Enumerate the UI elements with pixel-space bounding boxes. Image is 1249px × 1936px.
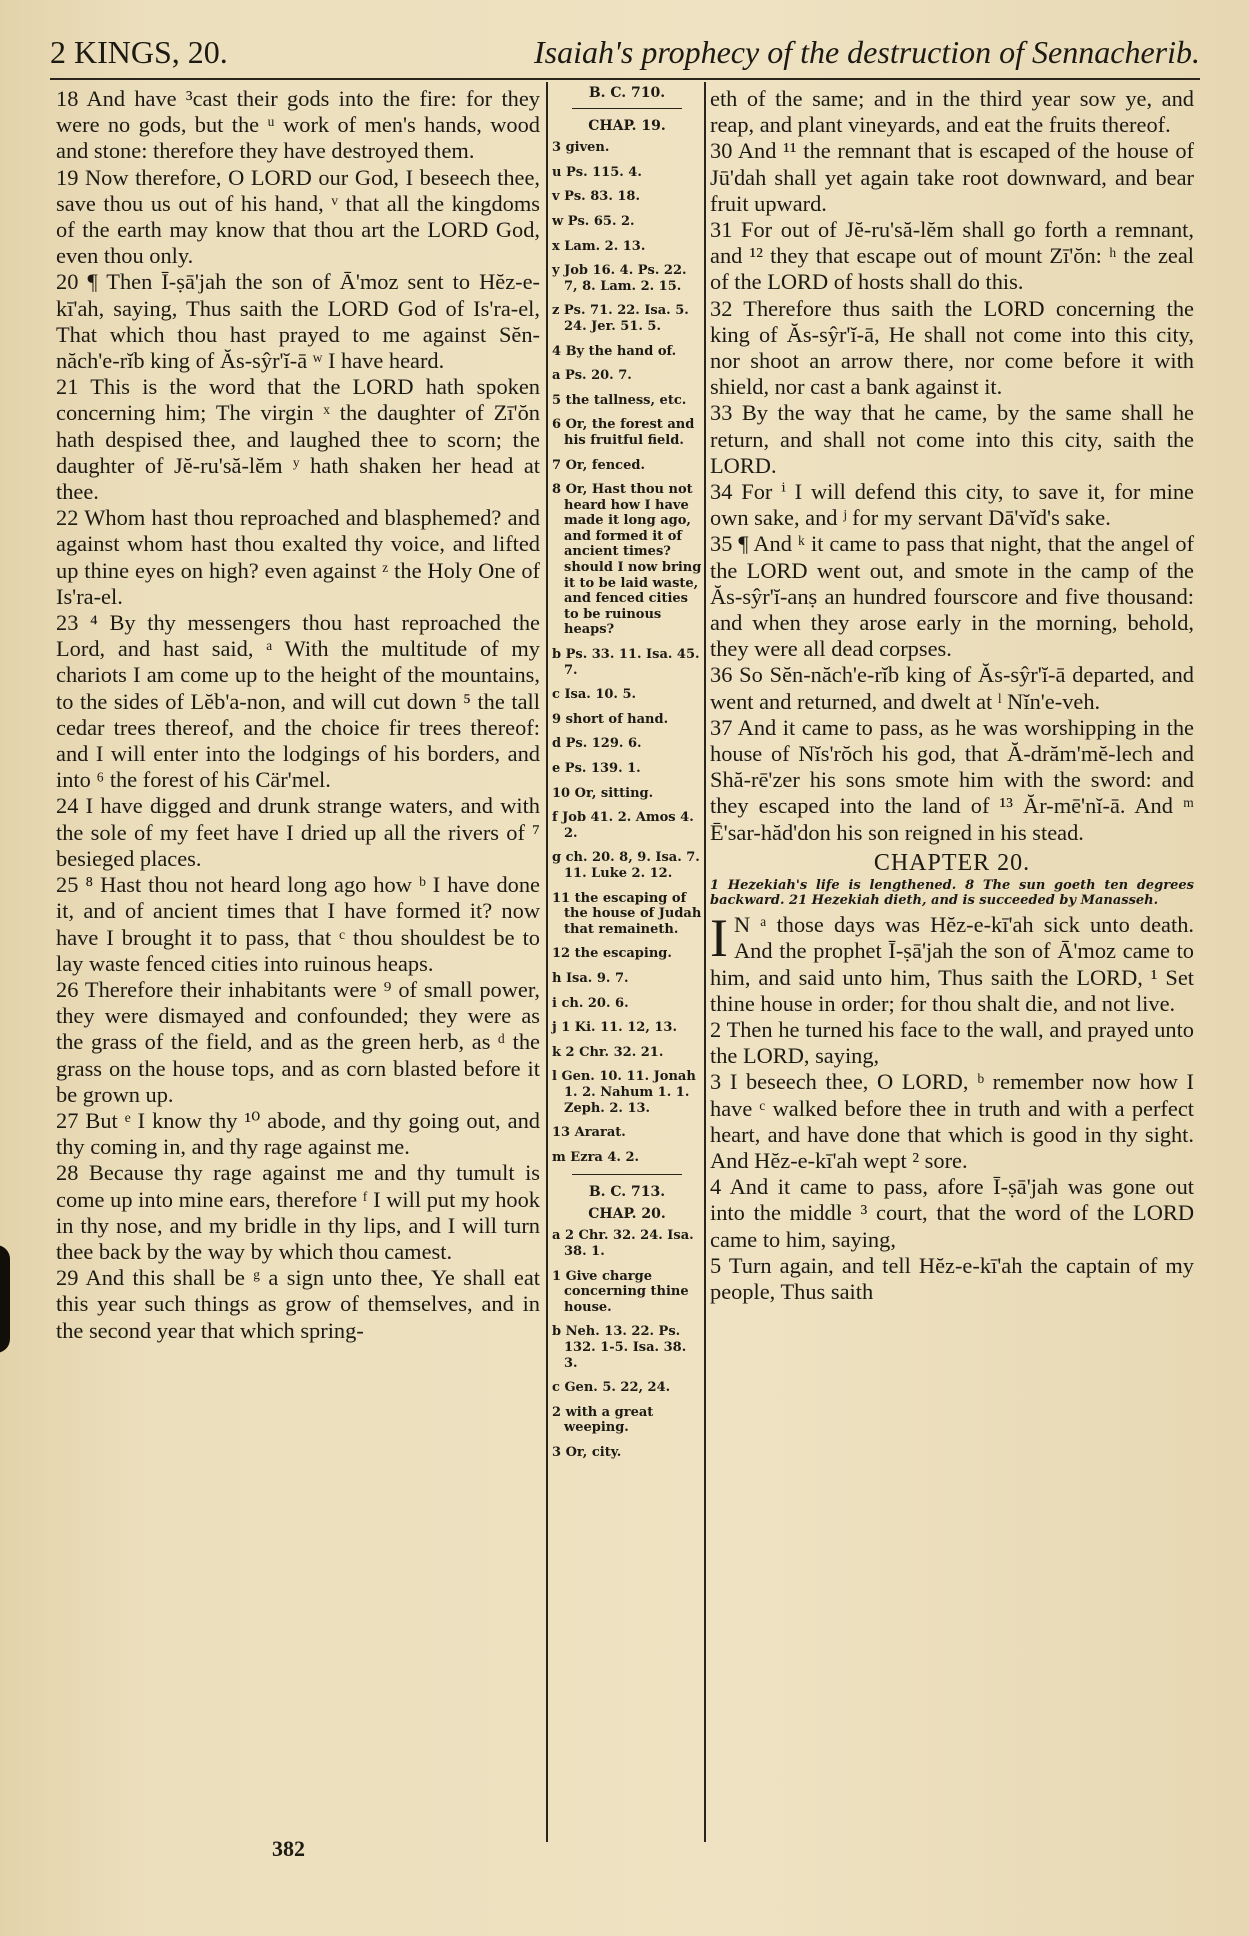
verse: 30 And ¹¹ the remnant that is escaped of the house of Jū'dah shall yet again take root downward, and bear fruit upward. [710, 138, 1194, 216]
margin-note: e Ps. 139. 1. [552, 761, 641, 776]
page-number: 382 [272, 1836, 305, 1861]
verse: 31 For out of Jĕ-ru'să-lĕm shall go forth a remnant, and ¹² they that escape out of mount Zī'ŏn: ʰ the zeal of the LORD of hosts shall do this. [710, 217, 1194, 295]
verse: 35 ¶ And ᵏ it came to pass that night, that the angel of the LORD went out, and smote in the camp of the Ăs-sŷr'ĭ-anṣ an hundred fourscore and five thousand: and when they arose early in the morning, behold, they were all dead corpses. [710, 531, 1194, 662]
thumb-index-tab[interactable] [0, 1245, 10, 1353]
drop-cap: I [710, 908, 728, 969]
margin-note: u Ps. 115. 4. [552, 164, 642, 180]
margin-note: g ch. 20. 8, 9. Isa. 7. 11. Luke 2. 12. [552, 850, 700, 881]
header-rule [50, 78, 1200, 80]
running-title: Isaiah's prophecy of the destruction of Sennacherib. [534, 34, 1200, 70]
margin-note: 3 given. [552, 140, 610, 156]
verse: 3 I beseech thee, O LORD, ᵇ remember now how I have ᶜ walked before thee in truth and with a perfect heart, and have done that which is good in thy sight. And Hĕz-e-kī'ah wept ² sore. [710, 1069, 1194, 1173]
verse: 32 Therefore thus saith the LORD concerning the king of Ăs-sŷr'ĭ-ā, He shall not come into this city, nor shoot an arrow there, nor come before it with shield, nor cast a bank against it. [710, 295, 1194, 400]
verse: 28 Because thy rage against me and thy tumult is come up into mine ears, therefore ᶠ I will put my hook in thy nose, and my bridle in thy lips, and I will turn thee back by the way by which thou camest. [56, 1160, 540, 1264]
right-column [710, 86, 1194, 1305]
margin-note: k 2 Chr. 32. 21. [552, 1044, 664, 1060]
verse: 20 ¶ Then Ī-ṣā'jah the son of Ā'moz sent to Hĕz-e-kī'ah, saying, Thus saith the LORD God of Is'ra-el, That which thou hast prayed to me against Sĕn-năch'e-rĭb king of Ăs-sŷr'ĭ-ā ʷ I have heard. [56, 269, 540, 374]
margin-note: j 1 Ki. 11. 12, 13. [552, 1020, 677, 1036]
verse: 18 And have ³cast their gods into the fire: for they were no gods, but the ᵘ work of men's hands, wood and stone: therefore they have destroyed them. [56, 86, 540, 164]
margin-note: 1 Give charge concerning thine house. [552, 1268, 689, 1315]
margin-note: 11 the escaping of the house of Judah that remaineth. [552, 890, 702, 937]
verse: 34 For ⁱ I will defend this city, to save it, for mine own sake, and ʲ for my servant Dā'vĭd's sake. [710, 479, 1194, 531]
verse: 2 Then he turned his face to the wall, and prayed unto the LORD, saying, [710, 1016, 1194, 1069]
verse: 36 So Sĕn-năch'e-rĭb king of Ăs-sŷr'ĭ-ā departed, and went and returned, and dwelt at ˡ Nĭn'e-veh. [710, 662, 1194, 714]
verse: 23 ⁴ By thy messengers thou hast reproached the Lord, and hast said, ᵃ With the multitude of my chariots I am come up to the height of the mountains, to the sides of Lĕb'a-non, and will cut down ⁵ the tall cedar trees thereof, and the choice fir trees thereof: and I will enter into the lodgings of his borders, and into ⁶ the forest of his Cär'mel. [56, 610, 540, 793]
margin-note: b Ps. 33. 11. Isa. 45. 7. [552, 647, 700, 678]
page-header [50, 30, 1200, 80]
margin-note: z Ps. 71. 22. Isa. 5. 24. Jer. 51. 5. [552, 303, 689, 334]
verse: 37 And it came to pass, as he was worshipping in the house of Nĭs'rŏch his god, that Ă-drăm'mĕ-lech and Shă-rē'zer his sons smote him with the sword: and they escaped into the land of ¹³ Ăr-mē'nĭ-ā. And ᵐ Ē'sar-hăd'don his son reigned in his stead. [710, 714, 1194, 845]
margin-note: 8 Or, Hast thou not heard how I have made it long ago, and formed it of ancient times? should I now bring it to be laid waste, and fenced cities to be ruinous heaps? [552, 482, 702, 638]
margin-date: B. C. 710. [588, 85, 666, 101]
margin-note: 5 the tallness, etc. [552, 392, 687, 408]
verse: 24 I have digged and drunk strange waters, and with the sole of my feet have I dried up all the rivers of ⁷ besieged places. [56, 793, 540, 871]
verse: 5 Turn again, and tell Hĕz-e-kī'ah the captain of my people, Thus saith [710, 1252, 1194, 1304]
margin-note: l Gen. 10. 11. Jonah 1. 2. Nahum 1. 1. Zeph. 2. 13. [552, 1069, 696, 1116]
verse [710, 908, 1194, 1017]
margin-separator [572, 108, 682, 109]
margin-note: 12 the escaping. [552, 946, 672, 962]
margin-note: y Job 16. 4. Ps. 22. 7, 8. Lam. 2. 15. [552, 263, 687, 294]
margin-note: v Ps. 83. 18. [552, 189, 640, 205]
margin-note: m Ezra 4. 2. [552, 1149, 640, 1165]
margin-note: 10 Or, sitting. [552, 785, 654, 801]
column-divider-right [704, 82, 706, 1842]
verse: 21 This is the word that the LORD hath spoken concerning him; The virgin ˣ the daughter of Zī'ŏn hath despised thee, and laughed thee to scorn; the daughter of Jĕ-ru'să-lĕm ʸ hath shaken her head at thee. [56, 374, 540, 505]
book-chapter: 2 KINGS, 20. [50, 34, 228, 70]
margin-note: c Gen. 5. 22, 24. [552, 1380, 671, 1396]
margin-note: 6 Or, the forest and his fruitful field. [552, 417, 695, 448]
verse: 26 Therefore their inhabitants were ⁹ of small power, they were dismayed and confounded; they were as the grass of the field, and as the green herb, as ᵈ the grass on the house tops, and as corn blasted before it be grown up. [56, 976, 540, 1107]
verse: 4 And it came to pass, afore Ī-ṣā'jah was gone out into the middle ³ court, that the word of the LORD came to him, saying, [710, 1174, 1194, 1252]
margin-note: 7 Or, fenced. [552, 457, 645, 473]
margin-note: h Isa. 9. 7. [552, 970, 629, 986]
margin-note: a 2 Chr. 32. 24. Isa. 38. 1. [552, 1228, 694, 1260]
margin-note: a Ps. 20. 7. [552, 368, 632, 384]
margin-chapter: CHAP. 19. [588, 117, 666, 134]
chapter-summary: 1 Hezekiah's life is lengthened. 8 The sun goeth ten degrees backward. 21 Hezekiah dieth, and is succeeded by Manasseh. [710, 878, 1194, 909]
margin-note: b Neh. 13. 22. Ps. 132. 1-5. Isa. 38. 3. [552, 1324, 687, 1371]
chapter-heading: CHAPTER 20. [873, 849, 1031, 876]
verse-text: N ᵃ those days was Hĕz-e-kī'ah sick unto death. And the prophet Ī-ṣā'jah the son of Ā'moz came to him, and said unto him, Thus saith the LORD, ¹ Set thine house in order; for thou shalt die, and not live. [710, 912, 1194, 1016]
margin-note: w Ps. 65. 2. [552, 213, 635, 229]
verse: 19 Now therefore, O LORD our God, I beseech thee, save thou us out of his hand, ᵛ that all the kingdoms of the earth may know that thou art the LORD God, even thou only. [56, 164, 540, 269]
margin-note: f Job 41. 2. Amos 4. 2. [552, 810, 694, 841]
marginal-references [552, 86, 702, 1470]
margin-note: 13 Ararat. [552, 1125, 626, 1141]
left-column [56, 86, 540, 1344]
margin-note: 3 Or, city. [552, 1445, 622, 1460]
verse: 27 But ᵉ I know thy ¹⁰ abode, and thy going out, and thy coming in, and thy rage against me. [56, 1107, 540, 1160]
margin-note: i ch. 20. 6. [552, 995, 629, 1011]
verse: 25 ⁸ Hast thou not heard long ago how ᵇ I have done it, and of ancient times that I have formed it? now have I brought it to pass, that ᶜ thou shouldest be to lay waste fenced cities into ruinous heaps. [56, 872, 540, 976]
verse: eth of the same; and in the third year sow ye, and reap, and plant vineyards, and eat the fruits thereof. [710, 86, 1194, 138]
verse: 29 And this shall be ᵍ a sign unto thee, Ye shall eat this year such things as grow of themselves, and in the second year that which spring- [56, 1265, 540, 1343]
margin-note: c Isa. 10. 5. [552, 687, 637, 703]
margin-note: 9 short of hand. [552, 711, 669, 727]
margin-chapter: CHAP. 20. [588, 1205, 666, 1222]
margin-separator [572, 1174, 682, 1175]
margin-date: B. C. 713. [588, 1184, 666, 1201]
column-divider-left [546, 82, 548, 1842]
margin-note: d Ps. 129. 6. [552, 736, 642, 752]
margin-note: x Lam. 2. 13. [552, 238, 646, 254]
verse: 22 Whom hast thou reproached and blasphemed? and against whom hast thou exalted thy voice, and lifted up thine eyes on high? even against ᶻ the Holy One of Is'ra-el. [56, 505, 540, 609]
verse: 33 By the way that he came, by the same shall he return, and shall not come into this city, saith the LORD. [710, 400, 1194, 478]
margin-note: 4 By the hand of. [552, 343, 677, 359]
margin-note: 2 with a great weeping. [552, 1404, 654, 1436]
